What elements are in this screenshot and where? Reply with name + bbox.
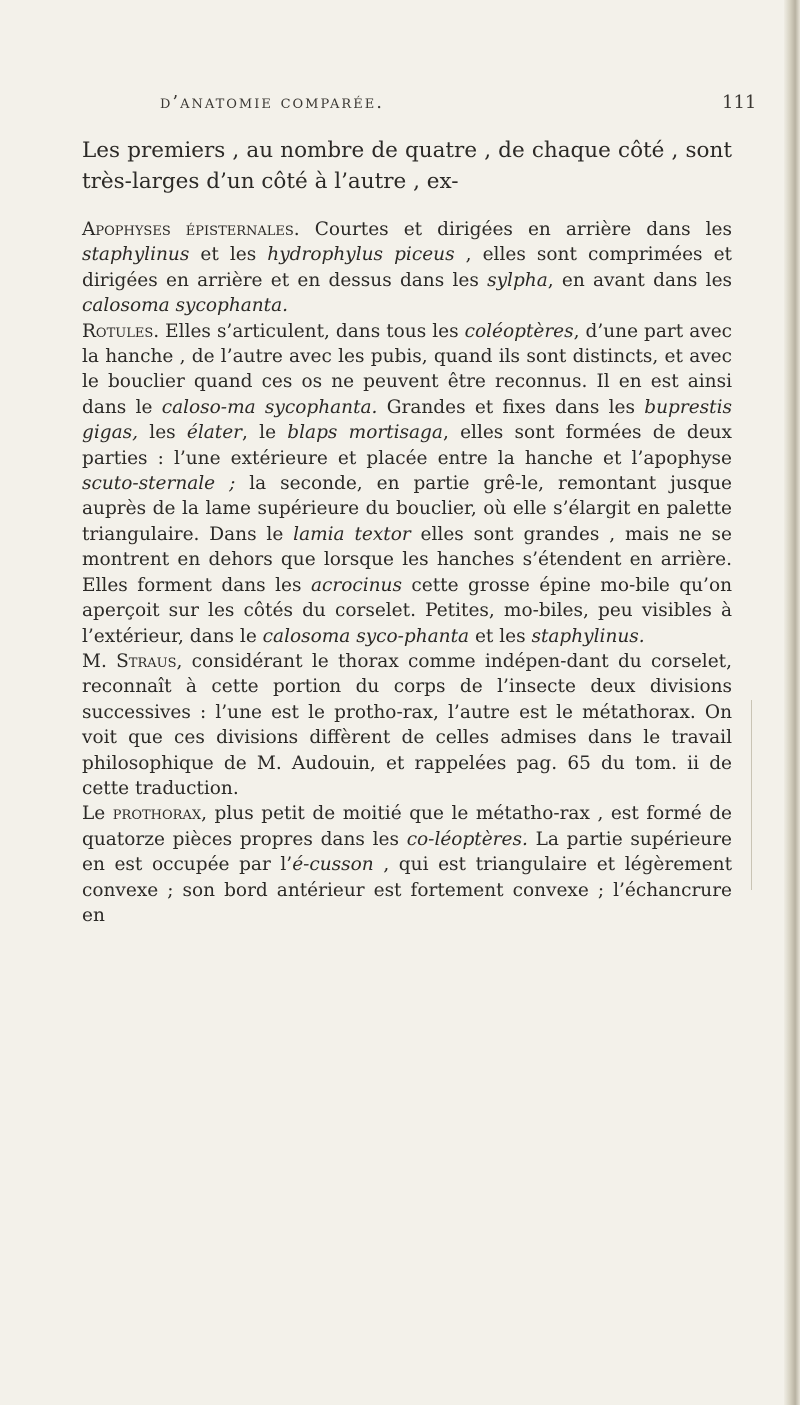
page-crease xyxy=(751,700,752,890)
text-run: , considérant le thorax comme indépen-dant du corselet, reconnaît à cette portion du corps de l’insecte deux divisions successives : l’une est le protho-rax, l’autre est le métathorax. On voit que ces divisions diffèrent de celles admises dans le travail philosophique de M. Audouin, et rappelées pag. 65 du tom. ii de cette traduction. xyxy=(82,650,732,799)
italic-term: coléoptères xyxy=(464,320,574,342)
text-run: , qui est triangulaire et légèrement convexe ; son bord antérieur est fortement convexe ; l’échancrure en xyxy=(82,854,733,926)
running-title: d’anatomie comparée. xyxy=(160,92,384,113)
italic-term: staphylinus. xyxy=(531,625,645,647)
italic-term: caloso-ma sycophanta. xyxy=(161,396,378,418)
text-run: Le xyxy=(82,803,113,825)
italic-term: blaps mortisaga xyxy=(287,422,443,444)
small-caps-heading: Apophyses épisternales. xyxy=(82,219,300,240)
text-run: Les premiers , au nombre de quatre , de chaque côté , sont très-larges d’un côté à l’autre , ex- xyxy=(82,138,732,194)
small-caps-heading: prothorax xyxy=(112,803,202,825)
italic-term: hydrophylus piceus xyxy=(267,244,455,266)
italic-term: co-léoptères. xyxy=(406,828,528,850)
italic-term: lamia textor xyxy=(293,523,411,545)
text-run: , d’une part avec la hanche , de l’autre avec les pubis, quand ils sont distincts, et avec le bouclier quand ces os ne peuvent être reconnus. Il en est ainsi dans le xyxy=(82,320,733,418)
text-run: M. xyxy=(82,650,117,672)
text-run: , elles sont formées de deux parties : l’une extérieure et placée entre la hanche et l’apophyse xyxy=(82,422,732,469)
text-run: elles sont grandes , mais ne se montrent en dehors que lorsque les hanches s’étendent en arrière. Elles forment dans les xyxy=(82,523,732,596)
italic-term: staphylinus xyxy=(82,244,190,266)
italic-term: sylpha xyxy=(487,269,548,291)
text-run: , plus petit de moitié que le métatho-rax , est formé de quatorze pièces propres dans les xyxy=(82,803,732,850)
paragraph-intro xyxy=(82,135,732,197)
text-run: , elles sont comprimées et dirigées en arrière et en dessus dans les xyxy=(82,244,732,291)
italic-term: é-cusson xyxy=(292,854,374,876)
body-text xyxy=(82,135,732,928)
text-run: et les xyxy=(469,625,532,647)
paragraph-prothorax xyxy=(82,801,732,928)
small-caps-heading: Rotules. xyxy=(82,320,160,342)
text-run: , le xyxy=(242,422,288,444)
italic-term: élater xyxy=(186,422,243,444)
italic-term: buprestis gigas, xyxy=(82,396,732,444)
text-run: Grandes et fixes dans les xyxy=(377,396,645,418)
text-run: Elles s’articulent, dans tous les xyxy=(159,320,465,342)
text-run: La partie supérieure en est occupée par l’ xyxy=(82,828,732,876)
text-run: les xyxy=(138,422,187,444)
paragraph-apophyses xyxy=(82,217,732,319)
italic-term: scuto-sternale ; xyxy=(82,473,236,495)
paragraph-straus xyxy=(82,649,732,801)
text-run: et les xyxy=(189,244,268,266)
italic-term: acrocinus xyxy=(310,574,402,596)
running-header xyxy=(0,92,800,122)
page-number: 111 xyxy=(722,92,757,113)
italic-term: calosoma syco-phanta xyxy=(262,625,470,647)
italic-term: calosoma sycophanta. xyxy=(82,295,289,317)
text-run: la seconde, en partie grê-le, remontant jusque auprès de la lame supérieure du bouclier, où elle s’élargit en palette triangulaire. Dans le xyxy=(82,473,732,545)
text-run: Courtes et dirigées en arrière dans les xyxy=(299,219,732,240)
paragraph-rotules xyxy=(82,319,732,649)
page-binding-edge xyxy=(784,0,800,1405)
small-caps-heading: Straus xyxy=(116,650,177,672)
text-run: cette grosse épine mo-bile qu’on aperçoit sur les côtés du corselet. Petites, mo-biles, peu visibles à l’extérieur, dans le xyxy=(82,574,732,647)
text-run: , en avant dans les xyxy=(547,269,733,291)
